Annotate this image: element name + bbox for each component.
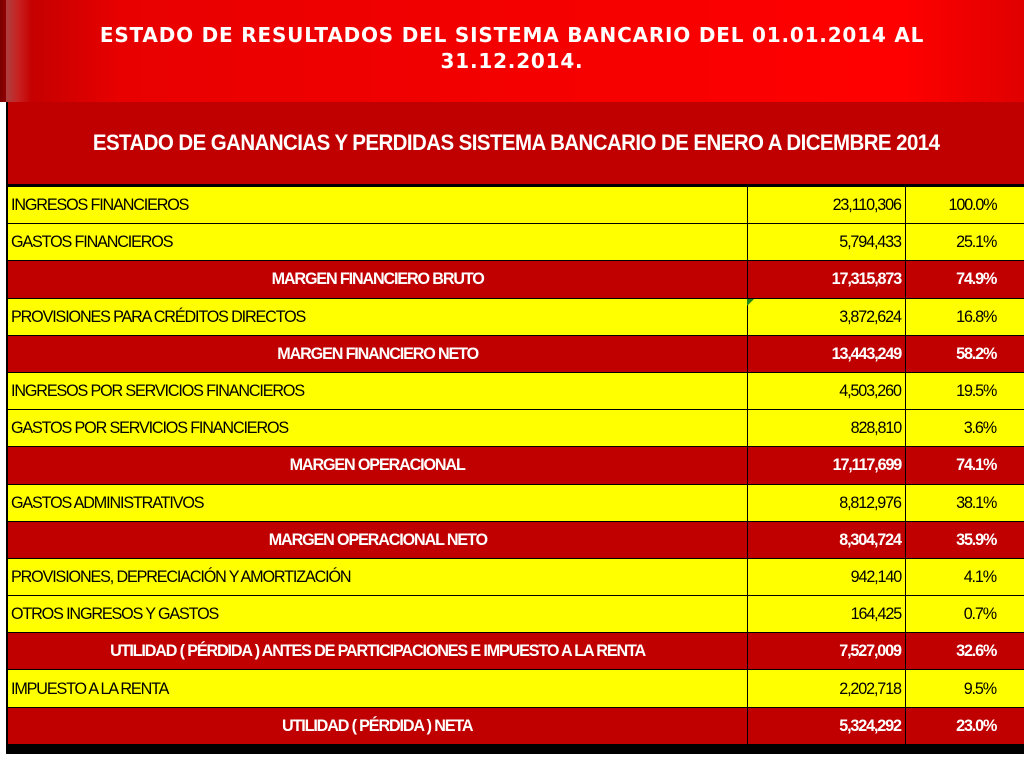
row-value-cell-text: 942,140 (850, 566, 901, 586)
row-label-cell[interactable] (8, 410, 748, 446)
row-value-cell-text: 8,304,724 (839, 529, 901, 549)
row-label-cell-text: MARGEN FINANCIERO BRUTO (271, 269, 484, 289)
row-percent-cell[interactable] (906, 336, 1024, 372)
row-percent-cell-text: 19.5% (955, 381, 996, 401)
row-percent-cell[interactable] (906, 224, 1024, 260)
row-percent-cell-text: 58.2% (955, 343, 996, 363)
row-percent-cell-text: 100.0% (948, 195, 996, 215)
row-value-cell-text: 164,425 (850, 604, 901, 624)
row-percent-cell[interactable] (906, 633, 1024, 669)
row-value-cell-text: 17,315,873 (831, 269, 901, 289)
row-value-cell[interactable] (748, 336, 906, 372)
row-label-cell-text: OTROS INGRESOS Y GASTOS (11, 604, 219, 624)
row-percent-cell[interactable] (906, 261, 1024, 297)
row-value-cell[interactable] (748, 187, 906, 223)
table-row (8, 559, 1024, 596)
row-value-cell[interactable] (748, 633, 906, 669)
row-label-cell[interactable] (8, 373, 748, 409)
row-value-cell[interactable] (748, 299, 906, 335)
row-value-cell[interactable] (748, 373, 906, 409)
row-percent-cell-text: 0.7% (963, 604, 996, 624)
table-body (8, 186, 1024, 745)
row-percent-cell-text: 23.0% (955, 715, 996, 735)
row-percent-cell[interactable] (906, 596, 1024, 632)
row-label-cell-text: PROVISIONES PARA CRÉDITOS DIRECTOS (11, 306, 306, 326)
row-label-cell-text: MARGEN OPERACIONAL NETO (268, 529, 487, 549)
row-value-cell-text: 2,202,718 (839, 678, 901, 698)
row-percent-cell[interactable] (906, 299, 1024, 335)
slide-title: ESTADO DE RESULTADOS DEL SISTEMA BANCARIO DEL 01.01.2014 AL 31.12.2014. (99, 23, 925, 73)
row-percent-cell-text: 32.6% (955, 641, 996, 661)
table-row-total (8, 633, 1024, 670)
row-label-cell[interactable] (8, 447, 748, 483)
row-value-cell[interactable] (748, 410, 906, 446)
row-value-cell-text: 5,794,433 (839, 232, 901, 252)
row-label-cell[interactable] (8, 261, 748, 297)
row-percent-cell[interactable] (906, 447, 1024, 483)
row-percent-cell-text: 4.1% (963, 566, 996, 586)
row-label-cell[interactable] (8, 559, 748, 595)
table-row (8, 485, 1024, 522)
row-label-cell[interactable] (8, 633, 748, 669)
row-percent-cell[interactable] (906, 559, 1024, 595)
row-label-cell-text: PROVISIONES, DEPRECIACIÓN Y AMORTIZACIÓN (11, 566, 351, 586)
table-row-total (8, 447, 1024, 484)
row-percent-cell[interactable] (906, 522, 1024, 558)
row-percent-cell-text: 9.5% (963, 678, 996, 698)
row-percent-cell[interactable] (906, 410, 1024, 446)
table-row-total (8, 708, 1024, 745)
row-label-cell-text: UTILIDAD ( PÉRDIDA ) ANTES DE PARTICIPACIONES E IMPUESTO A LA RENTA (110, 641, 645, 661)
row-label-cell-text: GASTOS FINANCIEROS (11, 232, 173, 252)
row-percent-cell[interactable] (906, 485, 1024, 521)
table-row-total (8, 522, 1024, 559)
row-percent-cell-text: 16.8% (955, 306, 996, 326)
row-percent-cell-text: 74.1% (955, 455, 996, 475)
row-value-cell-text: 5,324,292 (839, 715, 901, 735)
row-value-cell-text: 8,812,976 (839, 492, 901, 512)
row-label-cell[interactable] (8, 522, 748, 558)
row-percent-cell-text: 25.1% (955, 232, 996, 252)
table-row (8, 410, 1024, 447)
row-label-cell[interactable] (8, 596, 748, 632)
table-row (8, 670, 1024, 707)
row-value-cell[interactable] (748, 670, 906, 706)
row-value-cell[interactable] (748, 708, 906, 744)
row-label-cell-text: INGRESOS FINANCIEROS (11, 195, 189, 215)
row-label-cell[interactable] (8, 299, 748, 335)
table-row (8, 186, 1024, 224)
row-label-cell-text: GASTOS ADMINISTRATIVOS (11, 492, 204, 512)
row-value-cell[interactable] (748, 596, 906, 632)
row-label-cell[interactable] (8, 187, 748, 223)
row-percent-cell[interactable] (906, 670, 1024, 706)
table-row (8, 299, 1024, 336)
row-value-cell[interactable] (748, 559, 906, 595)
row-percent-cell-text: 3.6% (963, 418, 996, 438)
row-percent-cell-text: 38.1% (955, 492, 996, 512)
row-label-cell[interactable] (8, 224, 748, 260)
table-heading (8, 102, 1024, 184)
row-value-cell[interactable] (748, 261, 906, 297)
table-heading-text: ESTADO DE GANANCIAS Y PERDIDAS SISTEMA BANCARIO DE ENERO A DICEMBRE 2014 (92, 130, 940, 155)
table-row (8, 596, 1024, 633)
table-row-total (8, 336, 1024, 373)
row-percent-cell[interactable] (906, 373, 1024, 409)
row-value-cell[interactable] (748, 522, 906, 558)
table-row (8, 373, 1024, 410)
spreadsheet-area (6, 102, 1024, 762)
income-statement-table (6, 102, 1024, 754)
row-percent-cell-text: 74.9% (955, 269, 996, 289)
row-value-cell-text: 17,117,699 (832, 455, 901, 475)
row-value-cell-text: 4,503,260 (839, 381, 901, 401)
row-label-cell-text: INGRESOS POR SERVICIOS FINANCIEROS (11, 381, 304, 401)
row-percent-cell-text: 35.9% (955, 529, 996, 549)
row-value-cell-text: 7,527,009 (839, 641, 901, 661)
row-label-cell-text: IMPUESTO A LA RENTA (11, 678, 169, 698)
row-value-cell-text: 828,810 (850, 418, 901, 438)
row-value-cell-text: 23,110,306 (832, 195, 901, 215)
cell-comment-marker-icon (747, 299, 754, 306)
row-label-cell[interactable] (8, 485, 748, 521)
table-row (8, 224, 1024, 261)
row-value-cell[interactable] (748, 224, 906, 260)
row-label-cell-text: GASTOS POR SERVICIOS FINANCIEROS (11, 418, 289, 438)
table-row-total (8, 261, 1024, 298)
row-label-cell-text: UTILIDAD ( PÉRDIDA ) NETA (282, 715, 473, 735)
row-label-cell[interactable] (8, 708, 748, 744)
row-label-cell-text: MARGEN FINANCIERO NETO (277, 343, 478, 363)
row-label-cell[interactable] (8, 336, 748, 372)
row-percent-cell[interactable] (906, 708, 1024, 744)
row-value-cell-text: 3,872,624 (839, 306, 901, 326)
slide-header-band (0, 0, 1024, 102)
row-label-cell[interactable] (8, 670, 748, 706)
row-label-cell-text: MARGEN OPERACIONAL (289, 455, 466, 475)
row-value-cell[interactable] (748, 485, 906, 521)
row-value-cell[interactable] (748, 447, 906, 483)
row-value-cell-text: 13,443,249 (831, 343, 901, 363)
row-percent-cell[interactable] (906, 187, 1024, 223)
